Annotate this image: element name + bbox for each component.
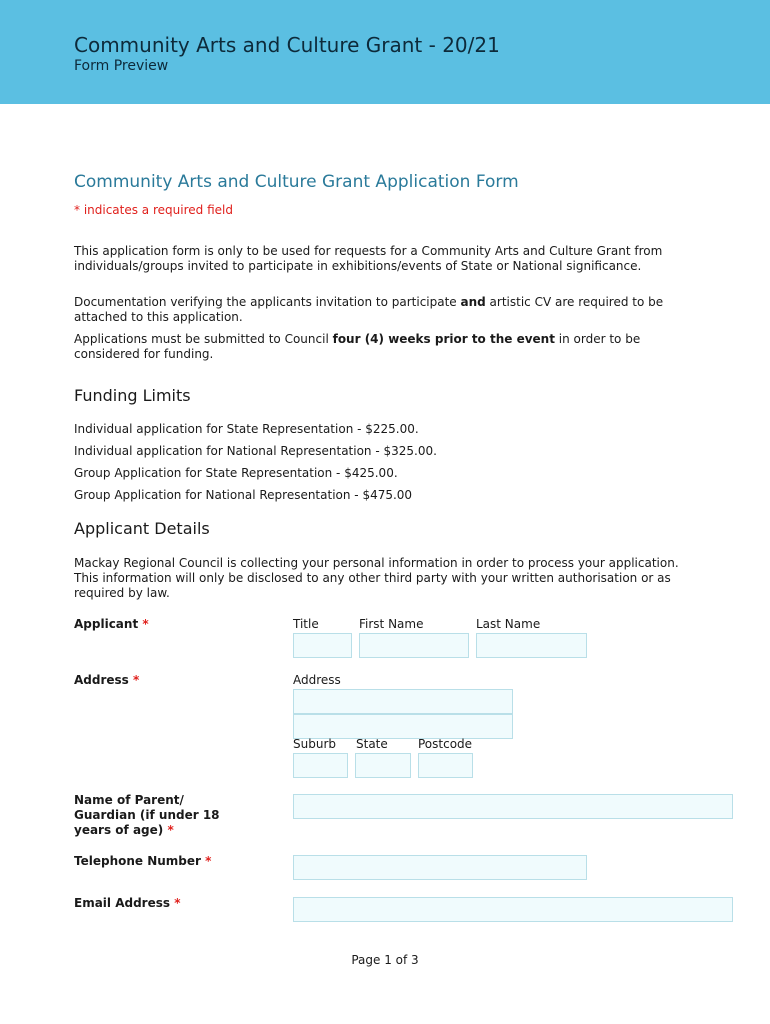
required-marker: * bbox=[167, 823, 174, 837]
address-sublabel: Address bbox=[293, 673, 341, 687]
emphasis-and: and bbox=[460, 295, 486, 309]
applicant-label: Applicant * bbox=[74, 617, 149, 631]
intro-paragraph-1: This application form is only to be used for requests for a Community Arts and Culture Grant from individuals/groups invited to participate in exhibitions/events of State or National significance. bbox=[74, 244, 663, 273]
privacy-statement: Mackay Regional Council is collecting your personal information in order to process your application. This information will only be disclosed to any other third party with your written authorisation or as required by law. bbox=[74, 556, 679, 600]
required-marker: * bbox=[174, 896, 181, 910]
email-label: Email Address * bbox=[74, 896, 181, 910]
required-field-note: * indicates a required field bbox=[74, 203, 233, 217]
applicant-details-heading: Applicant Details bbox=[74, 519, 210, 538]
state-input[interactable] bbox=[355, 753, 411, 778]
suburb-sublabel: Suburb bbox=[293, 737, 336, 751]
form-title: Community Arts and Culture Grant Application Form bbox=[74, 172, 519, 192]
title-input[interactable] bbox=[293, 633, 352, 658]
telephone-label: Telephone Number * bbox=[74, 854, 212, 868]
first-name-sublabel: First Name bbox=[359, 617, 424, 631]
page-number: Page 1 of 3 bbox=[351, 953, 419, 967]
state-sublabel: State bbox=[356, 737, 388, 751]
last-name-sublabel: Last Name bbox=[476, 617, 541, 631]
page-subtitle: Form Preview bbox=[74, 58, 169, 74]
funding-limit-item: Group Application for National Representation - $475.00 bbox=[74, 488, 413, 502]
title-sublabel: Title bbox=[293, 617, 319, 631]
page-title: Community Arts and Culture Grant - 20/21 bbox=[74, 33, 500, 57]
address-line-2-input[interactable] bbox=[293, 714, 513, 739]
emphasis-deadline: four (4) weeks prior to the event bbox=[332, 332, 555, 346]
guardian-label: Name of Parent/ Guardian (if under 18 years of age) * bbox=[74, 793, 220, 837]
suburb-input[interactable] bbox=[293, 753, 348, 778]
last-name-input[interactable] bbox=[476, 633, 587, 658]
address-label: Address * bbox=[74, 673, 140, 687]
intro-paragraph-3: Applications must be submitted to Council four (4) weeks prior to the event in order to be considered for funding. bbox=[74, 332, 641, 361]
funding-limits-heading: Funding Limits bbox=[74, 386, 191, 405]
required-marker: * bbox=[133, 673, 140, 687]
intro-paragraph-2: Documentation verifying the applicants invitation to participate and artistic CV are required to be attached to this application. bbox=[74, 295, 664, 324]
header-banner bbox=[0, 0, 770, 104]
funding-limit-item: Individual application for State Representation - $225.00. bbox=[74, 422, 419, 436]
funding-limit-item: Individual application for National Representation - $325.00. bbox=[74, 444, 437, 458]
postcode-sublabel: Postcode bbox=[418, 737, 473, 751]
guardian-name-input[interactable] bbox=[293, 794, 733, 819]
first-name-input[interactable] bbox=[359, 633, 469, 658]
funding-limit-item: Group Application for State Representation - $425.00. bbox=[74, 466, 398, 480]
telephone-input[interactable] bbox=[293, 855, 587, 880]
required-marker: * bbox=[205, 854, 212, 868]
required-marker: * bbox=[142, 617, 149, 631]
postcode-input[interactable] bbox=[418, 753, 473, 778]
address-line-1-input[interactable] bbox=[293, 689, 513, 714]
email-input[interactable] bbox=[293, 897, 733, 922]
